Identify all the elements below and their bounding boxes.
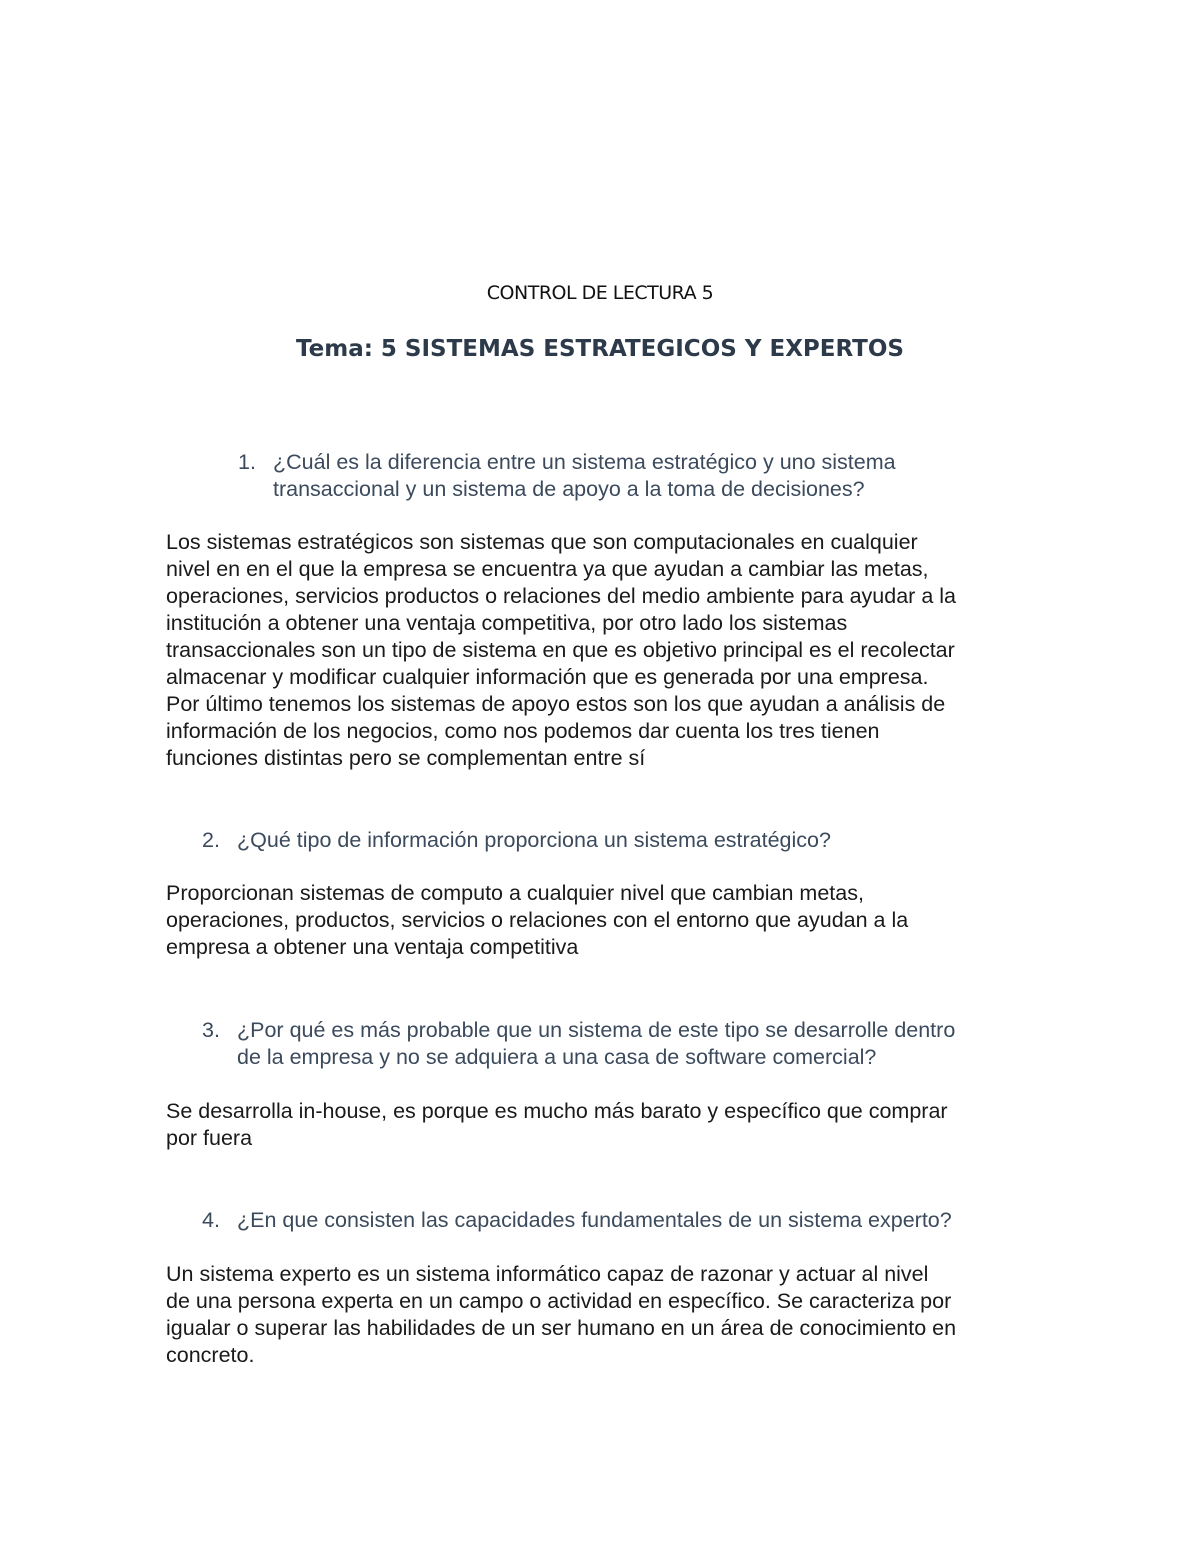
- answer-1: [166, 529, 1046, 772]
- answer-4: [166, 1261, 1046, 1369]
- question-line: ¿Qué tipo de información proporciona un sistema estratégico?: [237, 828, 831, 852]
- answer-3: [166, 1098, 1046, 1152]
- answer-line: transaccionales son un tipo de sistema en que es objetivo principal es el recolectar: [166, 638, 955, 662]
- answer-line: nivel en en el que la empresa se encuentra ya que ayudan a cambiar las metas,: [166, 557, 929, 581]
- question-line: transaccional y un sistema de apoyo a la toma de decisiones?: [273, 477, 865, 501]
- question-3: [202, 1017, 1042, 1071]
- question-number: 4.: [202, 1208, 220, 1232]
- answer-line: almacenar y modificar cualquier información que es generada por una empresa.: [166, 665, 929, 689]
- question-number: 1.: [238, 450, 256, 474]
- answer-line: institución a obtener una ventaja competitiva, por otro lado los sistemas: [166, 611, 848, 635]
- question-number: 2.: [202, 828, 220, 852]
- answer-line: concreto.: [166, 1343, 255, 1367]
- answer-line: por fuera: [166, 1126, 253, 1150]
- answer-line: operaciones, servicios productos o relaciones del medio ambiente para ayudar a la: [166, 584, 956, 608]
- answer-line: información de los negocios, como nos podemos dar cuenta los tres tienen: [166, 719, 880, 743]
- document-title: CONTROL DE LECTURA 5: [486, 282, 714, 304]
- document-subtitle: Tema: 5 SISTEMAS ESTRATEGICOS Y EXPERTOS: [296, 336, 904, 362]
- question-line: ¿Por qué es más probable que un sistema de este tipo se desarrolle dentro: [237, 1018, 956, 1042]
- answer-line: igualar o superar las habilidades de un ser humano en un área de conocimiento en: [166, 1316, 957, 1340]
- answer-line: Los sistemas estratégicos son sistemas que son computacionales en cualquier: [166, 530, 918, 554]
- question-1: [238, 449, 1038, 503]
- question-number: 3.: [202, 1018, 220, 1042]
- question-4: [202, 1207, 1042, 1234]
- answer-line: de una persona experta en un campo o actividad en específico. Se caracteriza por: [166, 1289, 952, 1313]
- answer-line: operaciones, productos, servicios o relaciones con el entorno que ayudan a la: [166, 908, 909, 932]
- question-line: ¿Cuál es la diferencia entre un sistema estratégico y uno sistema: [273, 450, 896, 474]
- answer-line: empresa a obtener una ventaja competitiva: [166, 935, 579, 959]
- answer-line: funciones distintas pero se complementan entre sí: [166, 746, 646, 770]
- answer-line: Un sistema experto es un sistema informático capaz de razonar y actuar al nivel: [166, 1262, 929, 1286]
- question-2: [202, 827, 1042, 854]
- answer-2: [166, 880, 1046, 961]
- answer-line: Por último tenemos los sistemas de apoyo estos son los que ayudan a análisis de: [166, 692, 946, 716]
- answer-line: Se desarrolla in-house, es porque es mucho más barato y específico que comprar: [166, 1099, 948, 1123]
- question-line: de la empresa y no se adquiera a una casa de software comercial?: [237, 1045, 877, 1069]
- answer-line: Proporcionan sistemas de computo a cualquier nivel que cambian metas,: [166, 881, 864, 905]
- question-line: ¿En que consisten las capacidades fundamentales de un sistema experto?: [237, 1208, 952, 1232]
